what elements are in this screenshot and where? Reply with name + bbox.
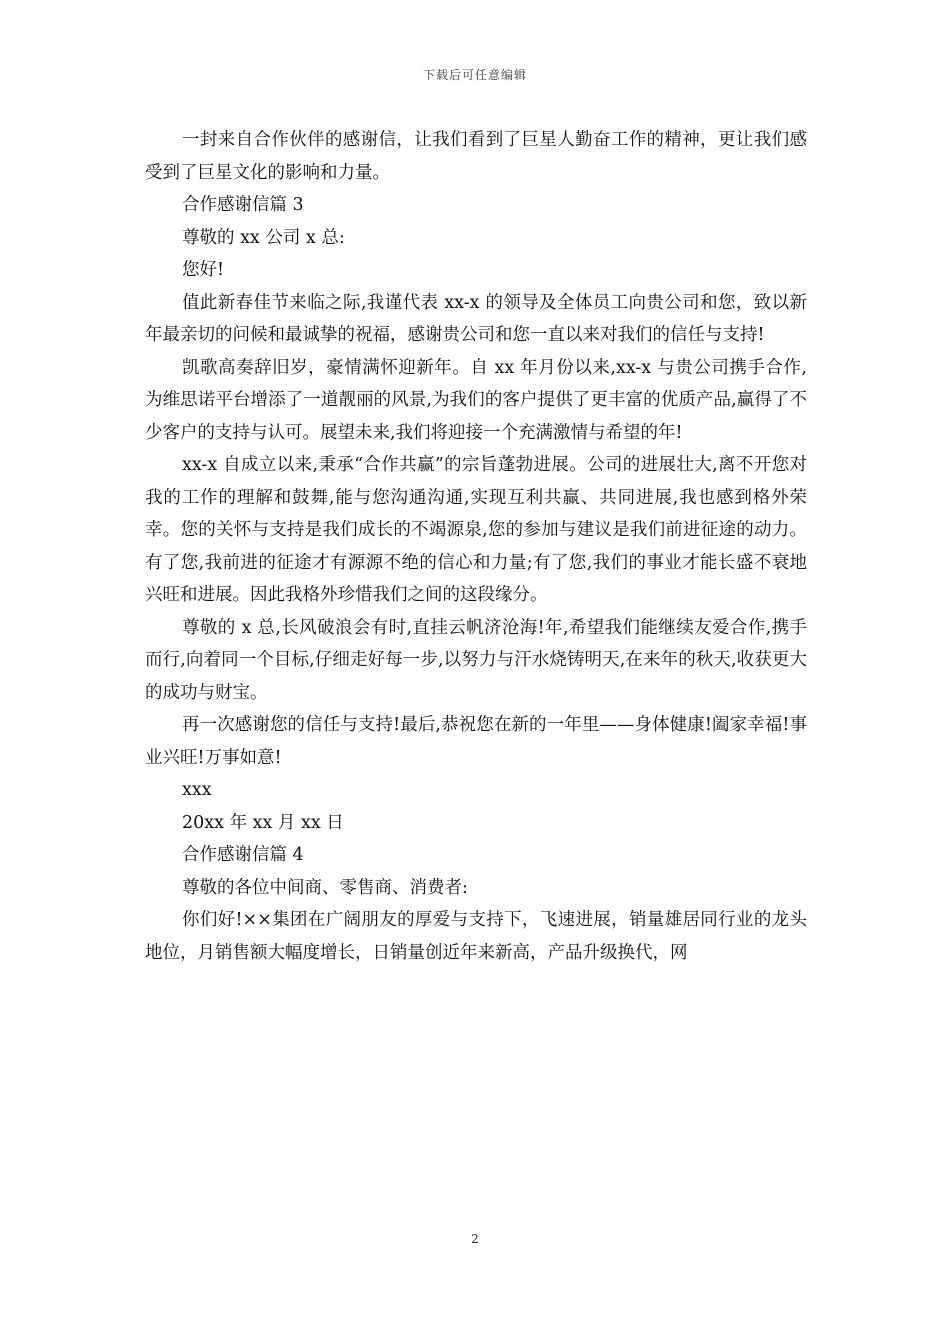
paragraph-cooperation: 凯歌高奏辞旧岁，豪情满怀迎新年。自 xx 年月份以来,xx-x 与贵公司携手合作,为维思诺平台增添了一道靓丽的风景,为我们的客户提供了更丰富的优质产品,赢得了不少客户的支持与认可。展望未来,我们将迎接一个充满激情与希望的年! — [145, 357, 807, 443]
paragraph-wishes: 尊敬的 x 总,长风破浪会有时,直挂云帆济沧海!年,希望我们能继续友爱合作,携手而行,向着同一个目标,仔细走好每一步,以努力与汗水烧铸明天,在来年的秋天,收获更大的成功与财宝。 — [145, 617, 807, 703]
page-header: 下载后可任意编辑 — [422, 68, 527, 82]
paragraph-new-year: 值此新春佳节来临之际,我谨代表 xx-x 的领导及全体员工向贵公司和您，致以新年最亲切的问候和最诚挚的祝福，感谢贵公司和您一直以来对我们的信任与支持! — [145, 292, 807, 345]
salutation-2: 尊敬的各位中间商、零售商、消费者: — [182, 877, 468, 898]
paragraph-intro: 一封来自合作伙伴的感谢信，让我们看到了巨星人勤奋工作的精神，更让我们感受到了巨星文化的影响和力量。 — [145, 130, 807, 183]
section-title-letter-3: 合作感谢信篇 3 — [182, 195, 304, 215]
paragraph-thanks: 再一次感谢您的信任与支持!最后,恭祝您在新的一年里——身体健康!阖家幸福!事业兴旺!万事如意! — [145, 715, 807, 768]
signature-date: 20xx 年 xx 月 xx 日 — [182, 812, 344, 833]
greeting: 您好! — [182, 260, 225, 280]
paragraph-group-intro: 你们好!××集团在广阔朋友的厚爱与支持下，飞速进展，销量雄居同行业的龙头地位，月销售额大幅度增长，日销量创近年来新高，产品升级换代，网 — [145, 910, 807, 963]
document-body — [145, 124, 807, 969]
section-title-letter-4: 合作感谢信篇 4 — [182, 845, 304, 865]
salutation: 尊敬的 xx 公司 x 总: — [182, 227, 345, 248]
page-number: 2 — [471, 1232, 479, 1246]
signature-name: xxx — [182, 780, 212, 800]
paragraph-development: xx-x 自成立以来,秉承“合作共赢”的宗旨蓬勃进展。公司的进展壮大,离不开您对我的工作的理解和鼓舞,能与您沟通沟通,实现互利共赢、共同进展,我也感到格外荣幸。您的关怀与支持是我们成长的不竭源泉,您的参加与建议是我们前进征途的动力。有了您,我前进的征途才有源源不绝的信心和力量;有了您,我们的事业才能长盛不衰地兴旺和进展。因此我格外珍惜我们之间的这段缘分。 — [145, 455, 807, 605]
